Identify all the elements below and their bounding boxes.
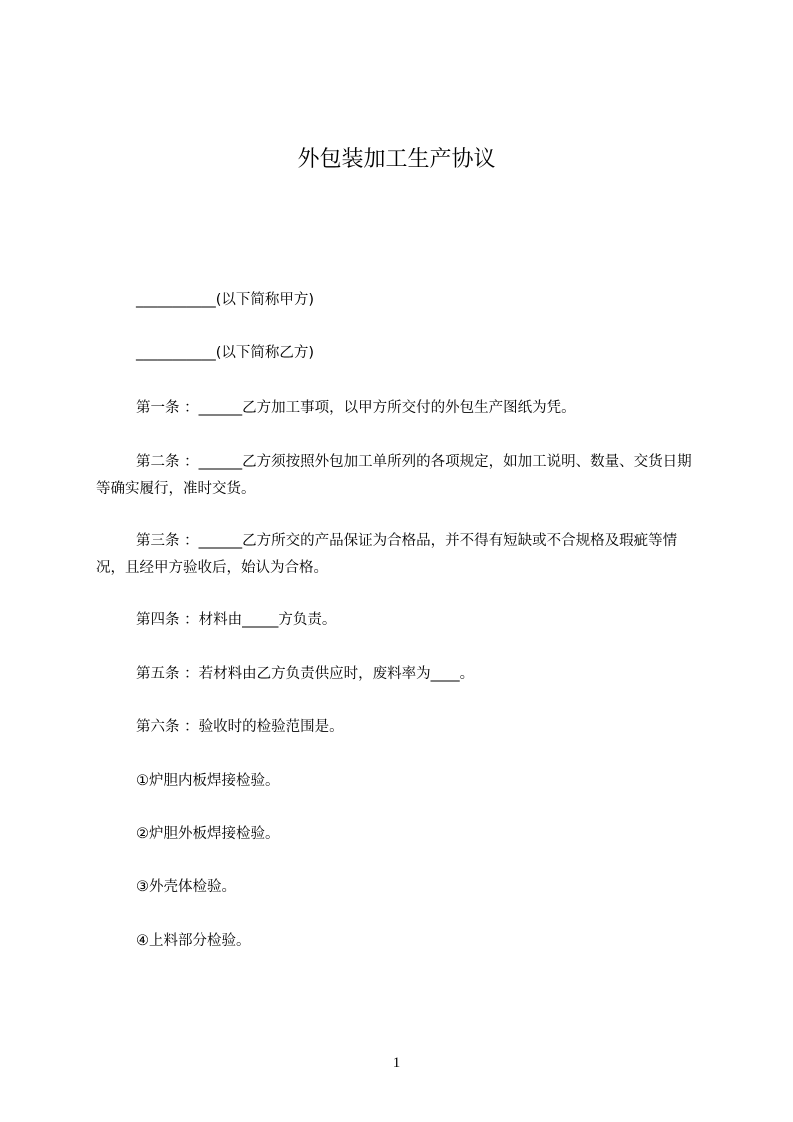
inspection-item-4: ④上料部分检验。 [136,933,251,949]
party-a-line: ___________(以下简称甲方) [136,292,315,308]
article-3: 第三条 ：______乙方所交的产品保证为合格品，并不得有短缺或不合规格及瑕疵等情况，且经甲方验收后，始认为合格。 [96,533,678,576]
document-title: 外包装加工生产协议 [297,147,496,172]
article-5: 第五条 ：若材料由乙方负责供应时，废料率为____。 [136,666,475,682]
article-6: 第六条 ：验收时的检验范围是。 [136,719,344,735]
article-2: 第二条 ：______乙方须按照外包加工单所列的各项规定，如加工说明、数量、交货日期等确实履行，准时交货。 [96,454,692,497]
inspection-item-3: ③外壳体检验。 [136,879,236,895]
article-4: 第四条 ：材料由_____方负责。 [136,612,337,628]
inspection-item-1: ①炉胆内板焊接检验。 [136,773,280,789]
party-b-line: ___________(以下简称乙方) [136,345,315,361]
inspection-item-2: ②炉胆外板焊接检验。 [136,826,280,842]
article-1: 第一条 ：______乙方加工事项，以甲方所交付的外包生产图纸为凭。 [136,400,576,416]
page-number: 1 [392,1055,401,1071]
